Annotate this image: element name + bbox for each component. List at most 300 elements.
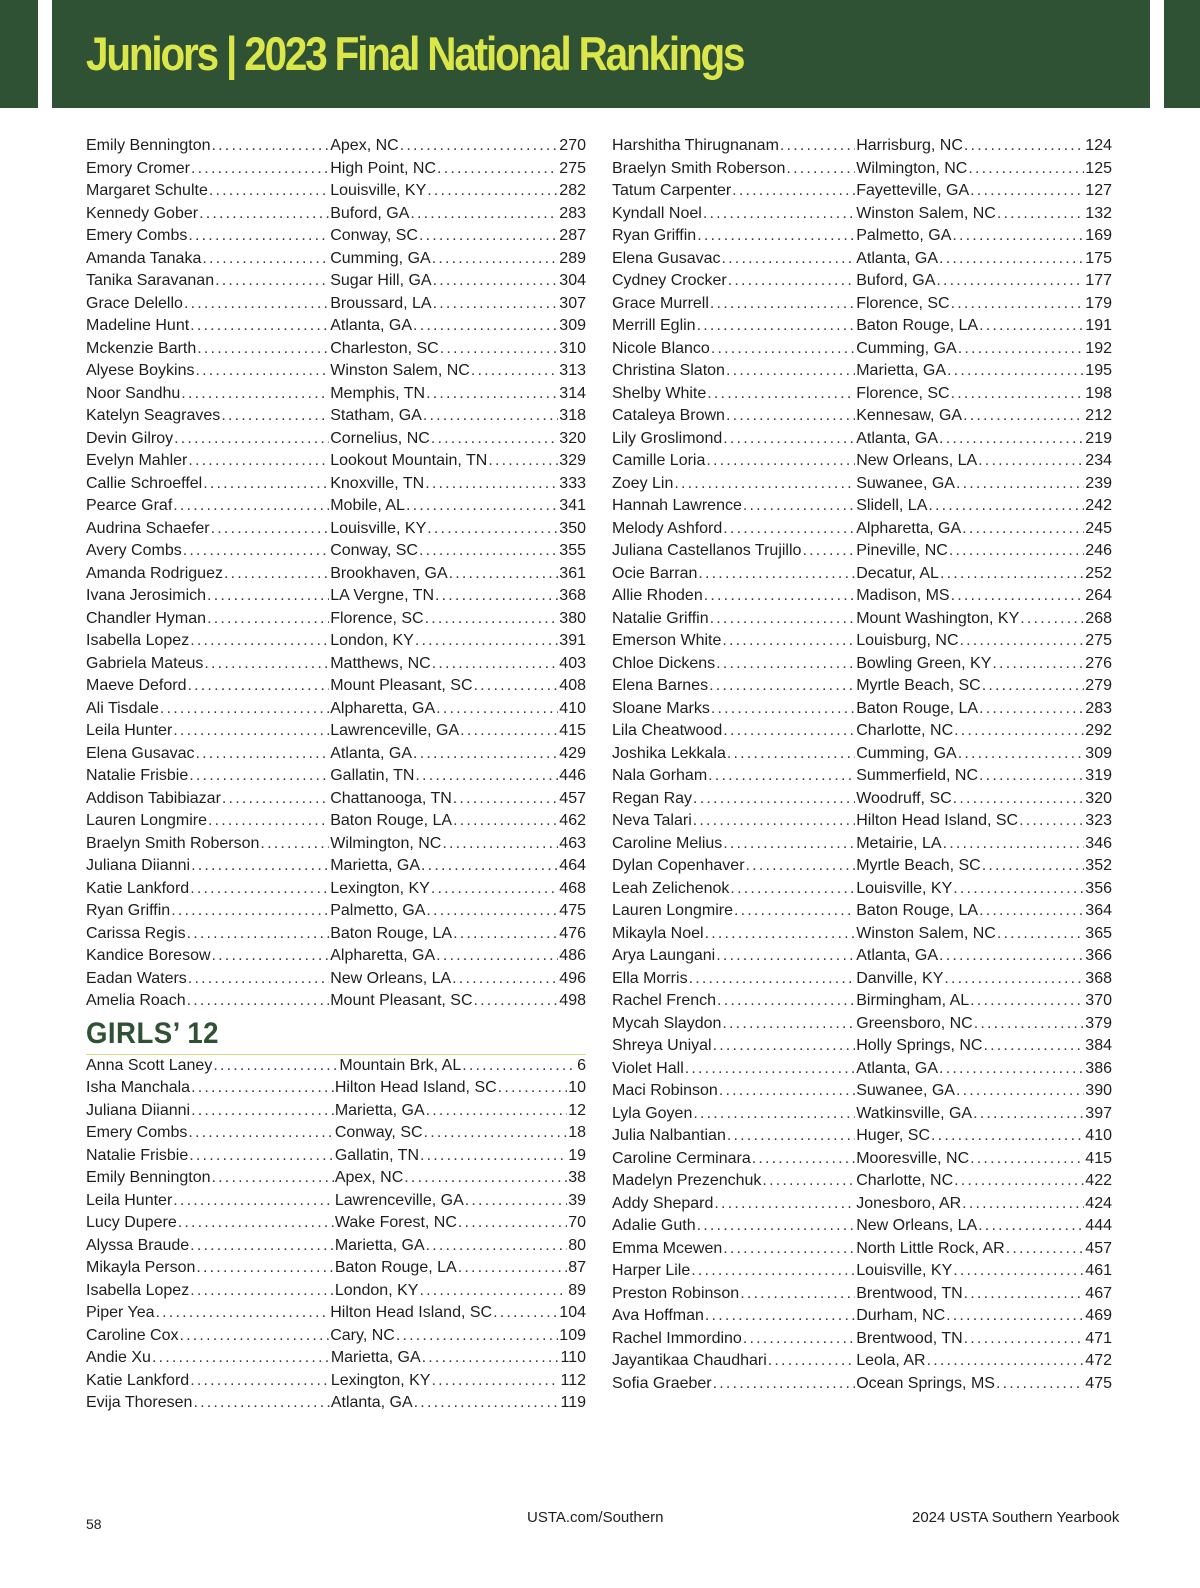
dot-leader [420, 1145, 567, 1168]
dot-leader [958, 338, 1085, 361]
ranking-row [86, 383, 586, 406]
dot-leader [939, 248, 1084, 271]
player-name: Mikayla Person [86, 1259, 196, 1276]
dot-leader [962, 518, 1084, 541]
ranking-row [612, 1103, 1112, 1126]
player-rank: 179 [1085, 294, 1112, 312]
ranking-row [612, 270, 1112, 293]
player-rank: 191 [1085, 317, 1112, 334]
player-name: Piper Yea [86, 1304, 155, 1321]
city-leader [330, 900, 559, 923]
player-name: Mycah Slaydon [612, 1014, 722, 1032]
player-name: Harshitha Thirugnanam [612, 137, 779, 154]
player-rank: 320 [1085, 789, 1112, 807]
ranking-row [612, 203, 1112, 226]
player-city: Buford, GA [330, 204, 410, 222]
dot-leader [704, 585, 855, 608]
city-leader [856, 765, 1085, 788]
dot-leader [1006, 1238, 1085, 1261]
ranking-row [612, 315, 1112, 338]
dot-leader [936, 270, 1084, 293]
city-leader [330, 1325, 559, 1348]
player-name: Madeline Hunt [86, 317, 190, 334]
name-leader [86, 1370, 331, 1393]
dot-leader [181, 383, 329, 406]
name-leader [86, 203, 330, 226]
dot-leader [207, 608, 329, 631]
player-rank: 457 [559, 789, 586, 807]
dot-leader [188, 450, 329, 473]
city-leader [331, 1392, 561, 1415]
player-name: Leah Zelichenok [612, 879, 730, 897]
name-leader [86, 473, 330, 496]
player-name: Nala Gorham [612, 767, 708, 784]
name-leader [612, 945, 856, 968]
player-city: Atlanta, GA [856, 429, 939, 447]
player-name: Harper Lile [612, 1262, 691, 1279]
player-rank: 386 [1085, 1059, 1112, 1077]
name-leader [612, 518, 856, 541]
ranking-row [86, 743, 586, 766]
dot-leader [719, 1080, 855, 1103]
dot-leader [203, 473, 329, 496]
ranking-row [86, 180, 586, 203]
city-leader [856, 270, 1085, 293]
player-rank: 379 [1085, 1014, 1112, 1032]
player-rank: 169 [1085, 227, 1112, 244]
player-city: Durham, NC [856, 1307, 946, 1324]
dot-leader [190, 1370, 330, 1393]
city-leader [330, 360, 559, 383]
player-name: Elena Barnes [612, 677, 709, 694]
city-leader [330, 563, 559, 586]
player-name: Lauren Longmire [86, 812, 207, 829]
player-rank: 380 [559, 609, 586, 627]
player-city: Wilmington, NC [330, 834, 442, 852]
dot-leader [723, 428, 855, 451]
player-rank: 391 [559, 632, 586, 649]
player-city: Metairie, LA [856, 834, 942, 852]
name-leader [86, 428, 330, 451]
dot-leader [204, 653, 329, 676]
name-leader [612, 1170, 856, 1193]
dot-leader [191, 1100, 334, 1123]
name-leader [612, 360, 856, 383]
city-leader [856, 540, 1085, 563]
dot-leader [946, 1305, 1084, 1328]
city-leader [856, 180, 1085, 203]
dot-leader [1020, 608, 1084, 631]
player-rank: 352 [1085, 857, 1112, 874]
city-leader [856, 1373, 1085, 1396]
player-name: Rachel French [612, 992, 717, 1009]
dot-leader [960, 630, 1085, 653]
player-rank: 498 [559, 992, 586, 1009]
player-city: Cumming, GA [330, 249, 431, 267]
dot-leader [970, 180, 1084, 203]
player-city: Myrtle Beach, SC [856, 857, 981, 874]
ranking-row [86, 1100, 586, 1123]
dot-leader [190, 1235, 334, 1258]
city-leader [856, 518, 1085, 541]
dot-leader [191, 1077, 334, 1100]
dot-leader [452, 968, 558, 991]
player-rank: 242 [1085, 497, 1112, 514]
dot-leader [187, 923, 330, 946]
city-leader [330, 743, 559, 766]
ranking-row [612, 1125, 1112, 1148]
rankings-column-left [86, 135, 586, 1415]
player-city: Alpharetta, GA [330, 699, 436, 717]
player-rank: 320 [559, 429, 586, 447]
rankings-list-continued [86, 135, 586, 1013]
dot-leader [419, 1280, 567, 1303]
player-rank: 461 [1085, 1262, 1112, 1279]
city-leader [330, 518, 559, 541]
dot-leader [703, 203, 855, 226]
player-rank: 283 [559, 204, 586, 222]
dot-leader [802, 540, 855, 563]
dot-leader [979, 900, 1084, 923]
ranking-row [86, 563, 586, 586]
player-name: Lucy Dupere [86, 1214, 177, 1231]
name-leader [86, 338, 330, 361]
player-city: Jonesboro, AR [856, 1194, 962, 1212]
dot-leader [187, 990, 330, 1013]
dot-leader [212, 945, 330, 968]
player-name: Margaret Schulte [86, 182, 208, 199]
dot-leader [710, 293, 855, 316]
city-leader [330, 630, 559, 653]
player-name: Jayantikaa Chaudhari [612, 1352, 767, 1369]
player-rank: 356 [1085, 879, 1112, 897]
player-name: Sofia Graeber [612, 1374, 712, 1392]
player-rank: 279 [1085, 677, 1112, 694]
ranking-row [612, 180, 1112, 203]
player-name: Grace Delello [86, 294, 183, 312]
name-leader [612, 1080, 856, 1103]
dot-leader [780, 135, 855, 158]
name-leader [86, 1347, 331, 1370]
dot-leader [406, 495, 558, 518]
ranking-row [86, 158, 586, 181]
name-leader [612, 608, 856, 631]
player-name: Shelby White [612, 384, 707, 402]
dot-leader [179, 1325, 329, 1348]
player-city: North Little Rock, AR [856, 1239, 1005, 1257]
player-name: Natalie Frisbie [86, 767, 189, 784]
name-leader [86, 450, 330, 473]
ranking-row [612, 1058, 1112, 1081]
dot-leader [979, 698, 1084, 721]
dot-leader [432, 248, 559, 271]
dot-leader [697, 225, 855, 248]
ranking-row [612, 1328, 1112, 1351]
city-leader [856, 360, 1085, 383]
player-rank: 468 [559, 879, 586, 897]
player-rank: 239 [1085, 474, 1112, 492]
player-city: Myrtle Beach, SC [856, 677, 981, 694]
player-rank: 462 [559, 812, 586, 829]
player-city: Baton Rouge, LA [856, 902, 979, 919]
player-rank: 234 [1085, 452, 1112, 469]
dot-leader [992, 653, 1084, 676]
dot-leader [939, 1058, 1084, 1081]
dot-leader [691, 1260, 855, 1283]
dot-leader [711, 338, 855, 361]
player-name: Dylan Copenhaver [612, 857, 745, 874]
player-name: Caroline Cerminara [612, 1149, 751, 1167]
ranking-row [86, 518, 586, 541]
player-name: Andie Xu [86, 1349, 151, 1366]
ranking-row [612, 383, 1112, 406]
player-city: Mount Pleasant, SC [330, 992, 473, 1009]
ranking-row [86, 248, 586, 271]
dot-leader [714, 1193, 855, 1216]
name-leader [86, 225, 330, 248]
name-leader [86, 1325, 330, 1348]
city-leader [330, 315, 559, 338]
ranking-row [612, 990, 1112, 1013]
dot-leader [156, 1302, 330, 1325]
dot-leader [433, 293, 559, 316]
player-rank: 175 [1085, 249, 1112, 267]
name-leader [612, 990, 856, 1013]
player-city: Louisville, KY [330, 519, 427, 537]
dot-leader [958, 743, 1085, 766]
section-title-girls-12 [86, 1017, 586, 1055]
player-name: Emery Combs [86, 227, 188, 244]
dot-leader [173, 1190, 334, 1213]
dot-leader [424, 1122, 568, 1145]
player-city: Winston Salem, NC [330, 362, 470, 379]
ranking-row [86, 1077, 586, 1100]
city-leader [856, 900, 1085, 923]
dot-leader [197, 338, 329, 361]
dot-leader [212, 1167, 334, 1190]
player-name: Katelyn Seagraves [86, 407, 221, 424]
ranking-row [612, 473, 1112, 496]
name-leader [86, 900, 330, 923]
name-leader [612, 540, 856, 563]
dot-leader [453, 923, 558, 946]
player-rank: 415 [559, 722, 586, 739]
name-leader [86, 698, 330, 721]
ranking-row [612, 1350, 1112, 1373]
name-leader [86, 495, 330, 518]
dot-leader [196, 360, 330, 383]
ranking-row [612, 653, 1112, 676]
dot-leader [460, 720, 558, 743]
name-leader [612, 180, 856, 203]
player-city: Knoxville, TN [330, 474, 425, 492]
name-leader [612, 338, 856, 361]
name-leader [612, 1328, 856, 1351]
dot-leader [730, 878, 855, 901]
city-leader [330, 473, 559, 496]
player-name: Evelyn Mahler [86, 452, 188, 469]
name-leader [86, 270, 330, 293]
ranking-row [612, 1283, 1112, 1306]
player-city: Conway, SC [334, 1124, 423, 1141]
player-rank: 110 [560, 1349, 586, 1366]
city-leader [330, 833, 559, 856]
player-name: Emma Mcewen [612, 1239, 723, 1257]
footer-url: USTA.com/Southern [527, 1509, 664, 1526]
player-city: New Orleans, LA [330, 969, 452, 987]
player-city: Louisville, KY [330, 182, 427, 199]
dot-leader [190, 630, 329, 653]
city-leader [335, 1235, 568, 1258]
player-city: Baton Rouge, LA [856, 699, 979, 717]
dot-leader [208, 810, 329, 833]
name-leader [612, 968, 856, 991]
dot-leader [426, 1100, 568, 1123]
player-city: Matthews, NC [330, 654, 431, 672]
city-leader [856, 338, 1085, 361]
ranking-row [86, 1325, 586, 1348]
city-leader [330, 788, 559, 811]
ranking-row [86, 405, 586, 428]
player-city: Palmetto, GA [856, 227, 952, 244]
ranking-row [86, 923, 586, 946]
name-leader [612, 1035, 856, 1058]
dot-leader [953, 1260, 1084, 1283]
city-leader [330, 405, 559, 428]
header-accent-left [0, 0, 38, 108]
name-leader [86, 1280, 335, 1303]
player-name: Chloe Dickens [612, 654, 716, 672]
ranking-row [86, 338, 586, 361]
player-name: Ocie Barran [612, 564, 698, 582]
city-leader [856, 608, 1085, 631]
section-title-text: GIRLS’ 12 [86, 1016, 219, 1050]
player-rank: 429 [559, 744, 586, 762]
city-leader [856, 1193, 1085, 1216]
dot-leader [196, 1257, 333, 1280]
name-leader [86, 1077, 335, 1100]
player-city: Marietta, GA [334, 1236, 425, 1254]
player-name: Christina Slaton [612, 362, 725, 379]
city-leader [330, 293, 559, 316]
dot-leader [723, 720, 855, 743]
player-name: Juliana Castellanos Trujillo [612, 542, 802, 559]
player-rank: 323 [1085, 812, 1112, 829]
dot-leader [471, 360, 558, 383]
dot-leader [964, 1328, 1085, 1351]
dot-leader [174, 428, 329, 451]
player-name: Eadan Waters [86, 969, 187, 987]
player-rank: 403 [559, 654, 586, 672]
city-leader [330, 945, 559, 968]
dot-leader [954, 720, 1084, 743]
name-leader [86, 675, 330, 698]
name-leader [86, 315, 330, 338]
player-city: Brentwood, TN [856, 1284, 963, 1302]
dot-leader [493, 1302, 558, 1325]
city-leader [856, 855, 1085, 878]
player-rank: 289 [559, 249, 586, 267]
player-city: Charlotte, NC [856, 1172, 954, 1189]
player-city: Greensboro, NC [856, 1014, 973, 1032]
player-city: Hilton Head Island, SC [334, 1079, 497, 1096]
ranking-row [612, 1013, 1112, 1036]
dot-leader [419, 225, 558, 248]
name-leader [612, 788, 856, 811]
ranking-row [612, 675, 1112, 698]
player-city: Sugar Hill, GA [330, 272, 432, 289]
dot-leader [723, 833, 855, 856]
player-rank: 287 [559, 227, 586, 244]
player-name: Camille Loria [612, 452, 706, 469]
dot-leader [931, 1125, 1084, 1148]
player-rank: 198 [1085, 384, 1112, 402]
city-leader [856, 653, 1085, 676]
dot-leader [716, 945, 855, 968]
ranking-row [612, 360, 1112, 383]
ranking-row [612, 158, 1112, 181]
player-rank: 422 [1085, 1172, 1112, 1189]
city-leader [856, 563, 1085, 586]
city-leader [856, 405, 1085, 428]
player-city: Suwanee, GA [856, 474, 955, 492]
player-name: Chandler Hyman [86, 609, 207, 627]
city-leader [330, 585, 559, 608]
player-rank: 275 [1085, 632, 1112, 649]
player-city: Wake Forest, NC [334, 1214, 457, 1231]
player-city: Harrisburg, NC [856, 137, 963, 154]
name-leader [612, 1103, 856, 1126]
player-rank: 124 [1085, 137, 1112, 154]
player-city: Baton Rouge, LA [330, 812, 453, 829]
player-rank: 355 [559, 542, 586, 559]
city-leader [856, 1283, 1085, 1306]
name-leader [612, 450, 856, 473]
city-leader [856, 720, 1085, 743]
name-leader [612, 698, 856, 721]
player-rank: 309 [559, 317, 586, 334]
ranking-row [86, 900, 586, 923]
ranking-row [86, 1370, 586, 1393]
name-leader [86, 945, 330, 968]
player-city: Louisville, KY [856, 879, 953, 897]
dot-leader [927, 1350, 1085, 1373]
dot-leader [462, 1055, 576, 1078]
player-rank: 12 [568, 1101, 586, 1119]
name-leader [86, 563, 330, 586]
name-leader [86, 1302, 330, 1325]
dot-leader [705, 923, 856, 946]
dot-leader [963, 405, 1084, 428]
player-city: Marietta, GA [334, 1101, 425, 1119]
dot-leader [970, 1148, 1084, 1171]
dot-leader [722, 1013, 855, 1036]
player-city: Florence, SC [856, 384, 950, 402]
player-name: Addison Tabibiazar [86, 789, 221, 807]
dot-leader [768, 1350, 855, 1373]
name-leader [86, 180, 330, 203]
player-city: Ocean Springs, MS [856, 1374, 995, 1392]
ranking-row [86, 1235, 586, 1258]
player-rank: 132 [1085, 204, 1112, 222]
ranking-row [612, 450, 1112, 473]
ranking-row [612, 248, 1112, 271]
player-city: Florence, SC [856, 294, 950, 312]
name-leader [86, 1212, 335, 1235]
dot-leader [939, 428, 1084, 451]
dot-leader [410, 203, 558, 226]
name-leader [86, 135, 330, 158]
